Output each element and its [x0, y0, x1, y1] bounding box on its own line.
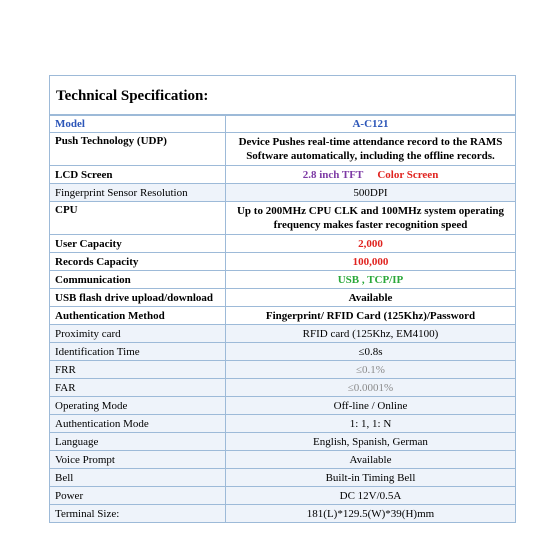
spec-label: Authentication Mode [50, 415, 226, 433]
spec-label: LCD Screen [50, 166, 226, 184]
spec-row-power [50, 487, 516, 505]
title-row [50, 76, 516, 116]
table-title: Technical Specification: [50, 76, 516, 116]
spec-value: English, Spanish, German [226, 433, 516, 451]
spec-label: Records Capacity [50, 253, 226, 271]
spec-row-lcd-screen [50, 166, 516, 184]
spec-value: Off-line / Online [226, 397, 516, 415]
header-value: A-C121 [226, 115, 516, 133]
spec-value: Available [226, 289, 516, 307]
spec-label: Push Technology (UDP) [50, 133, 226, 166]
header-row [50, 115, 516, 133]
spec-value: ≤0.1% [226, 361, 516, 379]
spec-label: Proximity card [50, 325, 226, 343]
spec-value: 500DPI [226, 184, 516, 202]
spec-label: Terminal Size: [50, 505, 226, 523]
spec-row-usb-flash [50, 289, 516, 307]
header-label: Model [50, 115, 226, 133]
lcd-size-text: 2.8 inch TFT [302, 168, 364, 181]
spec-row-sensor-resolution [50, 184, 516, 202]
spec-label: FRR [50, 361, 226, 379]
spec-row-user-capacity [50, 235, 516, 253]
spec-label: User Capacity [50, 235, 226, 253]
spec-row-proximity-card [50, 325, 516, 343]
spec-row-cpu [50, 202, 516, 235]
spec-label: Voice Prompt [50, 451, 226, 469]
spec-value: 2,000 [226, 235, 516, 253]
spec-label: Power [50, 487, 226, 505]
spec-label: Identification Time [50, 343, 226, 361]
spec-label: FAR [50, 379, 226, 397]
spec-row-terminal-size [50, 505, 516, 523]
spec-label: Communication [50, 271, 226, 289]
spec-value: Available [226, 451, 516, 469]
spec-row-far [50, 379, 516, 397]
spec-row-push-technology [50, 133, 516, 166]
spec-value: USB , TCP/IP [226, 271, 516, 289]
spec-value: Built-in Timing Bell [226, 469, 516, 487]
spec-label: Authentication Method [50, 307, 226, 325]
spec-row-records-capacity [50, 253, 516, 271]
spec-row-language [50, 433, 516, 451]
spec-row-voice-prompt [50, 451, 516, 469]
spec-label: Language [50, 433, 226, 451]
spec-label: Fingerprint Sensor Resolution [50, 184, 226, 202]
spec-table [49, 75, 516, 523]
spec-label: CPU [50, 202, 226, 235]
spec-row-operating-mode [50, 397, 516, 415]
spec-value: ≤0.0001% [226, 379, 516, 397]
spec-label: Bell [50, 469, 226, 487]
spec-value: Fingerprint/ RFID Card (125Khz)/Password [226, 307, 516, 325]
spec-label: USB flash drive upload/download [50, 289, 226, 307]
spec-label: Operating Mode [50, 397, 226, 415]
spec-value: DC 12V/0.5A [226, 487, 516, 505]
spec-value: 181(L)*129.5(W)*39(H)mm [226, 505, 516, 523]
spec-row-frr [50, 361, 516, 379]
spec-value: Up to 200MHz CPU CLK and 100MHz system operating frequency makes faster recognition speed [226, 202, 516, 235]
spec-value: 1: 1, 1: N [226, 415, 516, 433]
spec-value: Device Pushes real-time attendance record to the RAMS Software automatically, including the offline records. [226, 133, 516, 166]
spec-value: ≤0.8s [226, 343, 516, 361]
spec-value: 100,000 [226, 253, 516, 271]
spec-row-bell [50, 469, 516, 487]
spec-row-authentication-mode [50, 415, 516, 433]
spec-row-authentication-method [50, 307, 516, 325]
lcd-color-text: Color Screen [377, 168, 439, 181]
spec-value: RFID card (125Khz, EM4100) [226, 325, 516, 343]
spec-row-identification-time [50, 343, 516, 361]
spec-row-communication [50, 271, 516, 289]
spec-value [226, 166, 516, 184]
